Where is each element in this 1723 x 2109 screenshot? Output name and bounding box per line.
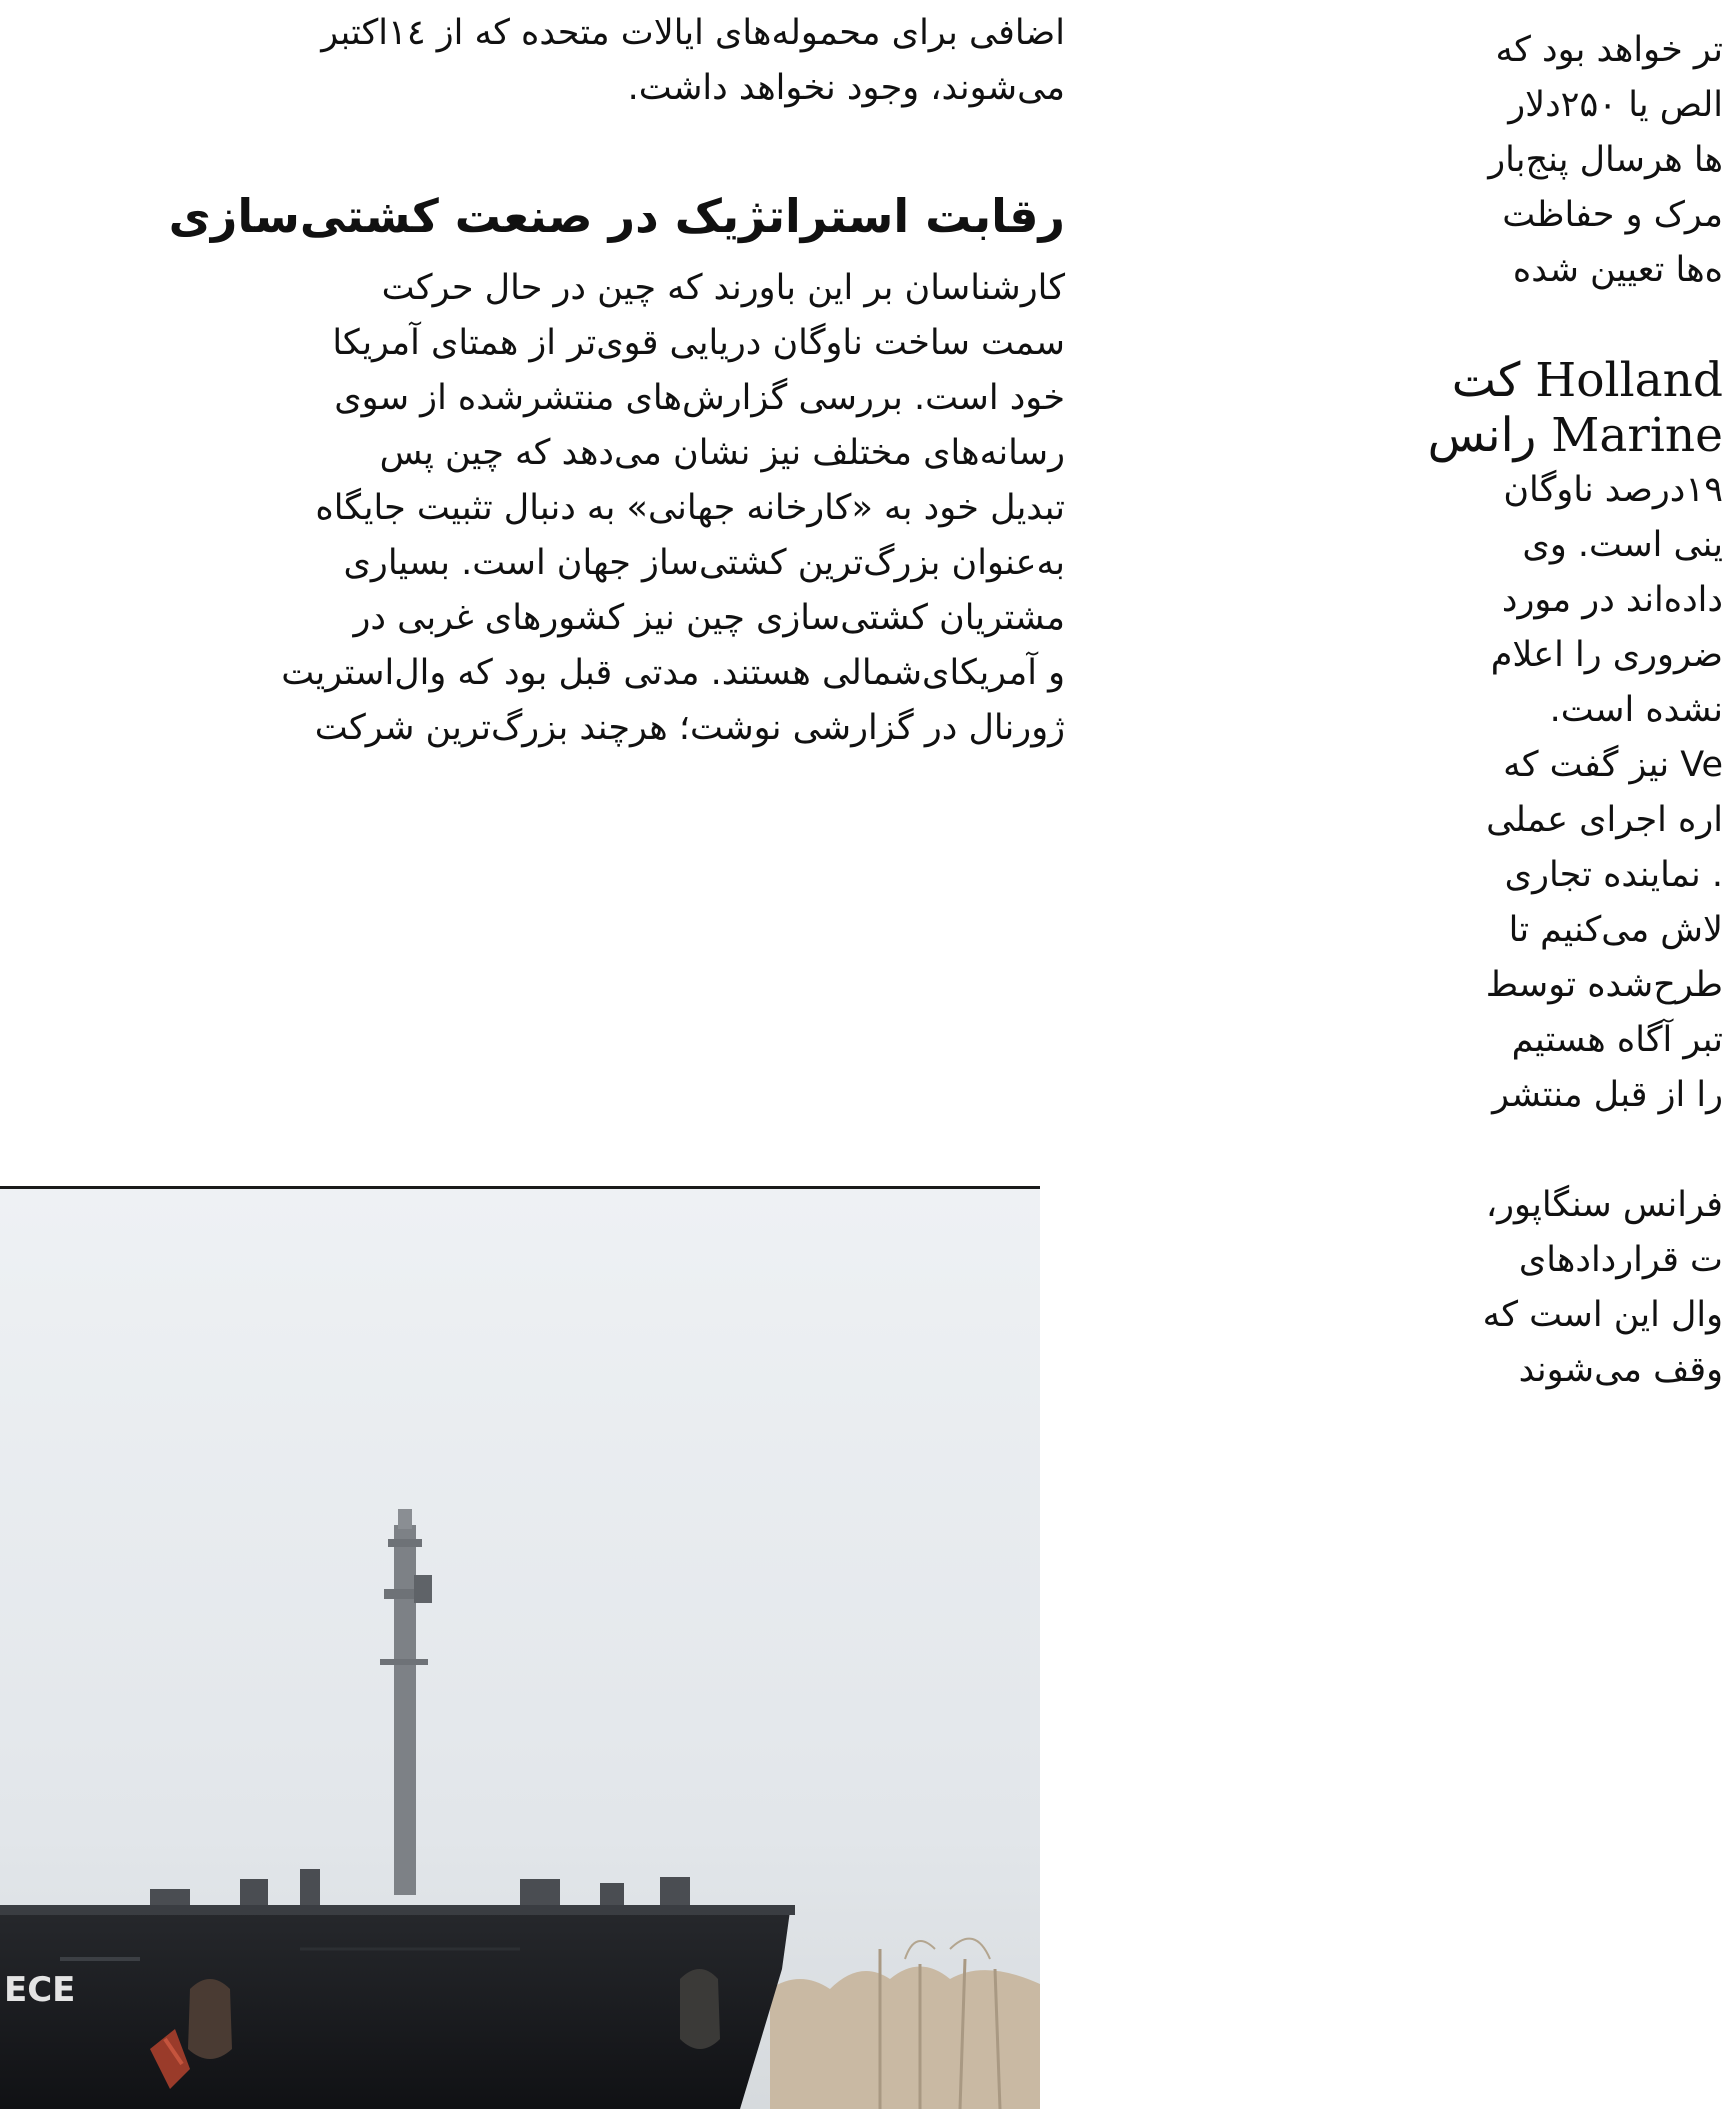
ship-hull-icon xyxy=(0,1905,795,2109)
right-line-22: فرانس سنگاپور، xyxy=(1485,1185,1723,1225)
body-line-1: کارشناسان بر این باورند که چین در حال حرکت xyxy=(381,268,1065,308)
right-line-12: ضروری را اعلام xyxy=(1490,635,1723,675)
body-line-8: و آمریکای‌شمالی هستند. مدتی قبل بود که وال‌استریت xyxy=(281,653,1065,693)
cargo-ship-photo xyxy=(0,1186,1040,2106)
right-line-11: داده‌اند در مورد xyxy=(1501,580,1723,620)
body-line-7: مشتریان کشتی‌سازی چین نیز کشورهای غربی در xyxy=(353,598,1065,638)
right-line-2: الص یا ۲۵۰دلار xyxy=(1508,85,1723,125)
right-line-10: ینی است. وی xyxy=(1522,525,1723,565)
right-line-13: نشده است. xyxy=(1549,690,1723,730)
right-line-24: وال این است که xyxy=(1482,1295,1723,1335)
right-line-3: ها هرسال پنج‌بار xyxy=(1488,140,1723,180)
right-line-21 xyxy=(1163,1123,1723,1178)
right-line-4: مرک و حفاظت xyxy=(1502,195,1723,235)
right-line-16: . نماینده تجاری xyxy=(1504,855,1723,895)
right-line-9: ۱۹درصد ناوگان xyxy=(1503,470,1723,510)
body-line-3: خود است. بررسی گزارش‌های منتشرشده از سوی xyxy=(334,378,1065,418)
right-line-8: Marine رانس xyxy=(1427,408,1723,463)
body-line-2: سمت ساخت ناوگان دریایی قوی‌تر از همتای آمریکا xyxy=(332,323,1065,363)
right-line-14: Ve نیز گفت که xyxy=(1503,745,1723,785)
right-line-7: Holland کت xyxy=(1451,353,1723,408)
right-line-20: را از قبل منتشر xyxy=(1492,1075,1723,1115)
right-line-18: طرح‌شده توسط xyxy=(1485,965,1723,1005)
right-line-5: ه‌ها تعیین شده xyxy=(1512,250,1723,290)
right-line-23: ت قراردادهای xyxy=(1518,1240,1723,1280)
body-line-4: رسانه‌های مختلف نیز نشان می‌دهد که چین پس xyxy=(379,433,1065,473)
right-line-15: اره اجرای عملی xyxy=(1486,800,1723,840)
right-line-25: وقف می‌شوند xyxy=(1518,1350,1723,1390)
body-line-9: ژورنال در گزارشی نوشت؛ هرچند بزرگ‌ترین شرکت xyxy=(314,708,1065,748)
body-line-5: تبدیل خود به «کارخانه جهانی» به دنبال تثبیت جایگاه xyxy=(315,488,1065,528)
intro-line-1: اضافی برای محموله‌های ایالات متحده که از ۱٤اکتبر xyxy=(321,13,1065,53)
intro-line-2: می‌شوند، وجود نخواهد داشت. xyxy=(627,68,1065,108)
right-line-19: تبر آگاه هستیم xyxy=(1511,1020,1723,1060)
ship-name-label: ECE xyxy=(4,1970,76,2010)
article-headline: رقابت استراتژیک در صنعت کشتی‌سازی xyxy=(168,189,1065,243)
right-line-1: تر خواهد بود که xyxy=(1495,30,1723,70)
article-column-left xyxy=(0,0,1065,1180)
body-line-6: به‌عنوان بزرگ‌ترین کشتی‌ساز جهان است. بسیاری xyxy=(343,543,1065,583)
right-line-17: لاش می‌کنیم تا xyxy=(1508,910,1723,950)
right-line-6 xyxy=(1163,298,1723,353)
article-column-right xyxy=(1163,0,1723,2106)
